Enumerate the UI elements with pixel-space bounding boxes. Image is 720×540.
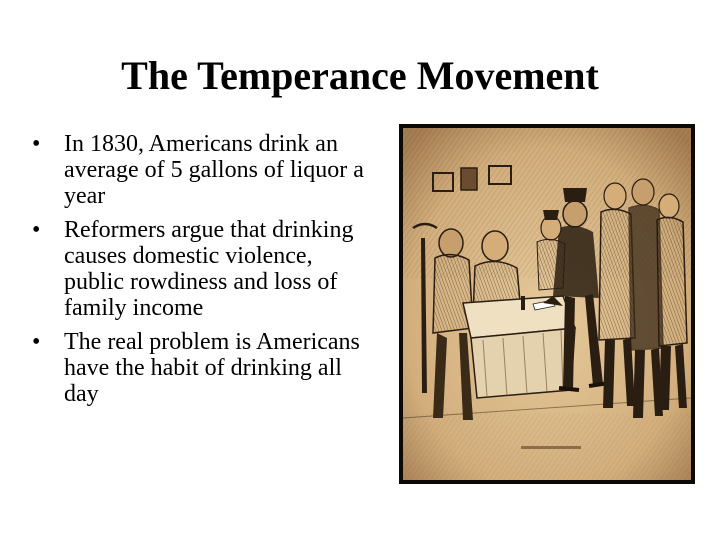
bullet-dot: • [32,217,41,243]
bullet-list [32,131,377,415]
bullet-item [32,131,377,209]
slide-title: The Temperance Movement [121,53,599,98]
bullet-text: Reformers argue that drinking causes domestic violence, public rowdiness and loss of family income [64,217,354,321]
bullet-dot: • [32,329,41,355]
bullet-dot: • [32,131,41,157]
bullet-item [32,329,377,407]
bullet-text: In 1830, Americans drink an average of 5 gallons of liquor a year [64,131,364,209]
bullet-text: The real problem is Americans have the habit of drinking all day [64,329,360,407]
engraving-illustration [399,124,695,484]
bullet-item [32,217,377,321]
engraving-image [403,128,691,480]
